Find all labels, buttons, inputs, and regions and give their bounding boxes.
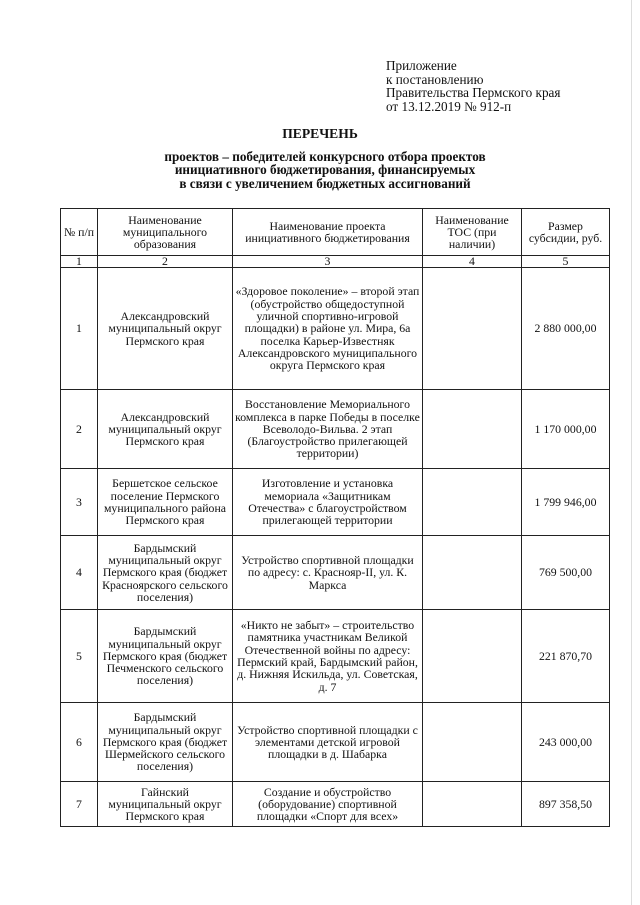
row-municipality: Бардымский муниципальный округ Пермского края (бюджет Печменского сельского поселения) <box>98 610 233 703</box>
row-tos <box>423 268 522 390</box>
column-number: 5 <box>522 256 610 268</box>
header-number: № п/п <box>61 209 98 256</box>
table-row <box>61 536 610 610</box>
row-municipality: Гайнский муниципальный округ Пермского края <box>98 782 233 827</box>
header-row <box>61 209 610 256</box>
header-municipality: Наименование муниципального образования <box>98 209 233 256</box>
row-amount: 1 170 000,00 <box>522 390 610 469</box>
document-subtitle <box>110 150 540 190</box>
table-row <box>61 782 610 827</box>
row-number: 3 <box>61 469 98 536</box>
row-project: Изготовление и установка мемориала «Защитникам Отечества» с благоустройством прилегающей территории <box>233 469 423 536</box>
row-municipality: Бардымский муниципальный округ Пермского края (бюджет Шермейского сельского поселения) <box>98 703 233 782</box>
subtitle-line: инициативного бюджетирования, финансируемых <box>174 162 476 178</box>
header-amount: Размер субсидии, руб. <box>522 209 610 256</box>
table-row <box>61 390 610 469</box>
row-tos <box>423 610 522 703</box>
row-project: Устройство спортивной площадки с элементами детской игровой площадки в д. Шабарка <box>233 703 423 782</box>
row-number: 1 <box>61 268 98 390</box>
row-number: 2 <box>61 390 98 469</box>
column-number: 4 <box>423 256 522 268</box>
row-municipality: Александровский муниципальный округ Пермского края <box>98 390 233 469</box>
table-row <box>61 610 610 703</box>
row-tos <box>423 469 522 536</box>
row-number: 7 <box>61 782 98 827</box>
table-row <box>61 703 610 782</box>
appendix-block <box>386 59 560 113</box>
table-row <box>61 469 610 536</box>
row-tos <box>423 536 522 610</box>
row-number: 5 <box>61 610 98 703</box>
appendix-line: от 13.12.2019 № 912-п <box>386 98 512 114</box>
row-amount: 221 870,70 <box>522 610 610 703</box>
row-tos <box>423 390 522 469</box>
row-tos <box>423 782 522 827</box>
row-municipality: Бершетское сельское поселение Пермского муниципального района Пермского края <box>98 469 233 536</box>
row-municipality: Александровский муниципальный округ Пермского края <box>98 268 233 390</box>
row-project: «Никто не забыт» – строительство памятника участникам Великой Отечественной войны по адресу: Пермский край, Бардымский район, д. Нижняя Искильда, ул. Советская, д. 7 <box>233 610 423 703</box>
row-amount: 897 358,50 <box>522 782 610 827</box>
row-amount: 2 880 000,00 <box>522 268 610 390</box>
row-project: Устройство спортивной площадки по адресу: с. Краснояр-II, ул. К. Маркса <box>233 536 423 610</box>
row-amount: 243 000,00 <box>522 703 610 782</box>
column-number: 3 <box>233 256 423 268</box>
subtitle-line: в связи с увеличением бюджетных ассигнований <box>179 175 471 191</box>
row-number: 4 <box>61 536 98 610</box>
column-number: 1 <box>61 256 98 268</box>
row-municipality: Бардымский муниципальный округ Пермского края (бюджет Красноярского сельского поселения) <box>98 536 233 610</box>
column-number: 2 <box>98 256 233 268</box>
document-title: ПЕРЕЧЕНЬ <box>282 126 358 141</box>
row-project: «Здоровое поколение» – второй этап (обустройство общедоступной уличной спортивно-игровой площадки) в районе ул. Мира, 6а поселка Карьер-Известняк Александровского муниципального округа Пермского края <box>233 268 423 390</box>
row-amount: 769 500,00 <box>522 536 610 610</box>
row-amount: 1 799 946,00 <box>522 469 610 536</box>
row-project: Создание и обустройство (оборудование) спортивной площадки «Спорт для всех» <box>233 782 423 827</box>
header-project: Наименование проекта инициативного бюджетирования <box>233 209 423 256</box>
table-row <box>61 268 610 390</box>
column-number-row <box>61 256 610 268</box>
row-project: Восстановление Мемориального комплекса в парке Победы в поселке Всеволодо-Вильва. 2 этап (Благоустройство прилегающей территории) <box>233 390 423 469</box>
projects-table <box>60 208 610 827</box>
row-number: 6 <box>61 703 98 782</box>
header-tos: Наименование ТОС (при наличии) <box>423 209 522 256</box>
scan-edge-line <box>631 0 632 905</box>
subtitle-line: проектов – победителей конкурсного отбора проектов <box>164 149 486 164</box>
row-tos <box>423 703 522 782</box>
appendix-line: Правительства Пермского края <box>386 85 561 101</box>
appendix-line: к постановлению <box>386 71 484 87</box>
appendix-line: Приложение <box>386 58 457 73</box>
